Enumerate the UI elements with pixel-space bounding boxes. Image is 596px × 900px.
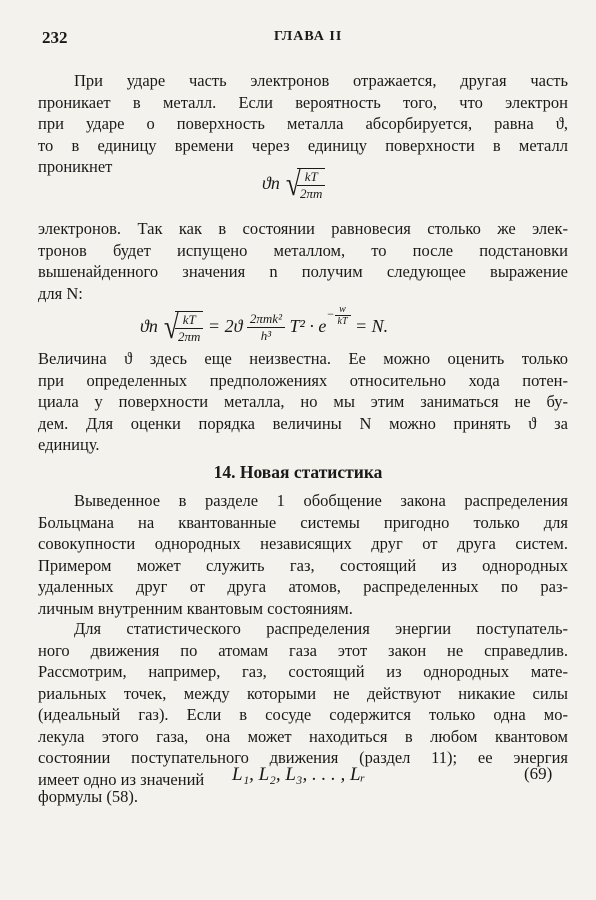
text-line: при определенных предположениях относительно хода потен- (38, 370, 568, 390)
text-line: то в единицу времени через единицу поверхности в металл (38, 135, 568, 155)
fraction-denominator: 2πm (300, 186, 323, 201)
formula-1 (262, 168, 325, 202)
fraction (247, 311, 285, 344)
formula-middle: T² · e (289, 315, 327, 336)
text-line: Величина ϑ здесь еще неизвестна. Ее можно оценить только (38, 349, 568, 368)
text-line: электронов. Так как в состоянии равновесия столько же элек- (38, 219, 568, 238)
text-line: дем. Для оценки порядка величины N можно принять ϑ за (38, 413, 568, 433)
sqrt-sign: √ (286, 166, 302, 203)
sqrt-sign: √ (164, 308, 180, 346)
section-title: 14. Новая статистика (213, 462, 383, 482)
paragraph-2 (38, 218, 568, 304)
paragraph-6 (38, 786, 568, 808)
text-line: имеет одно из значений (38, 769, 205, 789)
paragraph-4 (38, 490, 568, 619)
text-line: риальных точек, между которыми не действуют никакие силы (38, 683, 568, 703)
text-line: ного движения по атомам газа этот закон не справедлив. (38, 640, 568, 660)
text-line: формулы (58). (38, 787, 138, 806)
formula-prefix: ϑn (262, 173, 280, 194)
fraction-denominator: 2πm (178, 328, 201, 344)
fraction-numerator: kT (297, 169, 325, 186)
fraction (297, 169, 325, 202)
text-line: тронов будет испущено металлом, то после подстановки (38, 240, 568, 260)
text-line: (идеальный газ). Если в сосуде содержится только одна мо- (38, 705, 568, 724)
text-line: состоянии поступательного движения (раздел 11); ее энергия (38, 748, 568, 767)
text-line: Больцмана на квантованные системы пригодно только для (38, 512, 568, 532)
fraction-denominator: h³ (260, 328, 272, 344)
text-line: Примером может служить газ, состоящий из однородных (38, 555, 568, 575)
formula-2: ϑn √ $\frac{kT}{2\pi m}$ = 2ϑ $\frac{\text{2πmk²}}{\text{h³}}$ $T^2 \cdot e^{- \frac{w}{kT}}$ = N. (140, 304, 389, 346)
fraction (175, 312, 203, 345)
text-line: Для статистического распределения энергии поступатель- (74, 619, 568, 638)
text-line: при ударе о поверхность металла абсорбируется, равна ϑ, (38, 114, 568, 133)
text-line: вышенайденного значения n получим следующее выражение (38, 262, 568, 281)
page-number: 232 (42, 28, 68, 47)
text-line: совокупности однородных независящих друг от друга систем. (38, 534, 568, 553)
text-line: лекула этого газа, она может находиться в любом квантовом (38, 726, 568, 746)
fraction-denominator: kT (337, 316, 348, 327)
text-line: проникнет (38, 157, 113, 176)
text-line: Выведенное в разделе 1 обобщение закона распределения (74, 491, 568, 510)
paragraph-3 (38, 348, 568, 456)
formula-equals: = 2ϑ (207, 315, 243, 336)
fraction-numerator: w (335, 304, 351, 316)
equation-number: (69) (524, 764, 553, 783)
formula-tail: = N. (355, 315, 389, 336)
text-line: удаленных друг от друга атомов, распределенных по раз- (38, 577, 568, 596)
text-line: циала у поверхности металла, но мы этим заниматься не бу- (38, 392, 568, 411)
text-line: Рассмотрим, например, газ, состоящий из однородных мате- (38, 662, 568, 681)
text-line: При ударе часть электронов отражается, другая часть (74, 71, 568, 90)
formula-3: L₁, L₂, L₃, . . . , Lᵣ (232, 764, 366, 785)
text-line: единицу. (38, 435, 100, 454)
text-line: проникает в металл. Если вероятность того, что электрон (38, 92, 568, 112)
chapter-title: ГЛАВА II (274, 29, 343, 44)
paragraph-1 (38, 70, 568, 178)
sqrt-content (297, 168, 325, 202)
formula-prefix: ϑn (140, 315, 158, 336)
sqrt-content (175, 311, 203, 345)
exponent-fraction (335, 304, 351, 327)
text-line: личным внутренним квантовым состояниям. (38, 598, 353, 618)
fraction-numerator: 2πmk² (247, 311, 285, 328)
text-line: для N: (38, 283, 83, 303)
page-header (42, 28, 564, 48)
fraction-numerator: kT (175, 312, 203, 329)
